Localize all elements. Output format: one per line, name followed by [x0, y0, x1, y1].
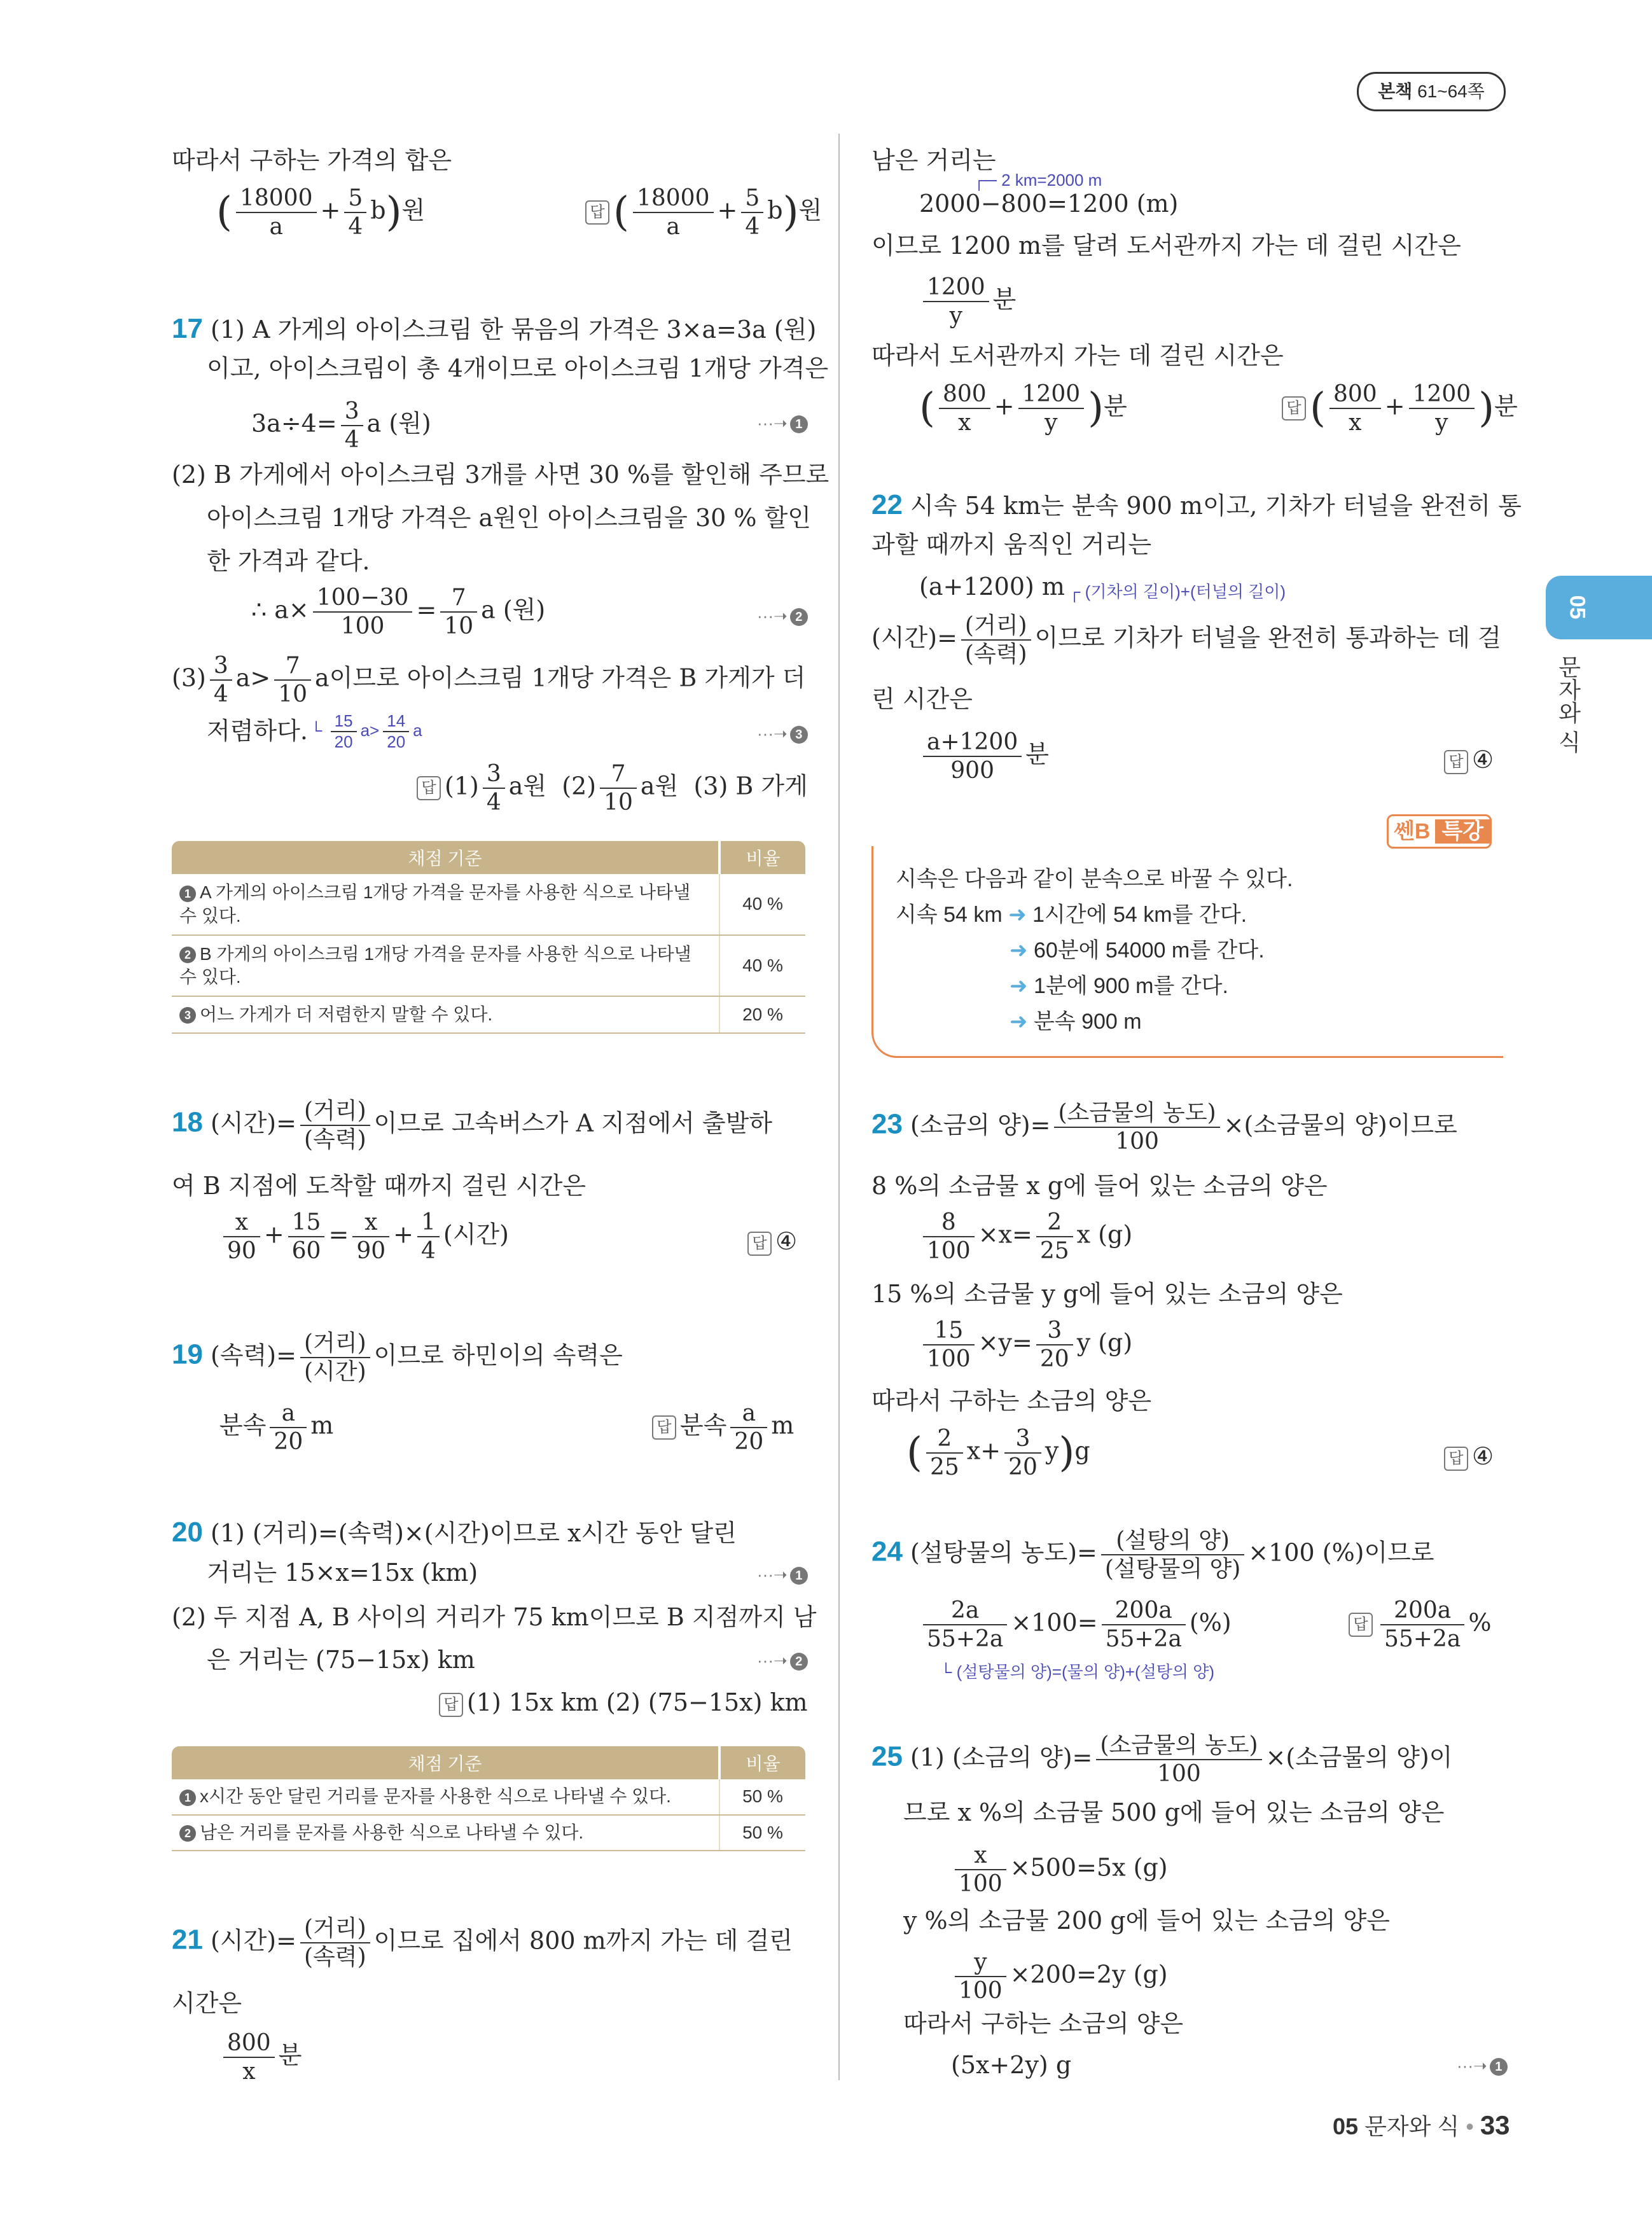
tip-label: 특강 [1435, 819, 1490, 844]
q18-line2: 여 B 지점에 도착할 때까지 걸린 시간은 [172, 1172, 587, 1200]
q21c-note: ┌─ 2 km=2000 m [973, 170, 1102, 190]
intro-text: 따라서 구하는 가격의 합은 [172, 146, 452, 174]
q17-p2-line1: (2) B 가게에서 아이스크림 3개를 사면 30 %를 할인해 주므로 [172, 461, 829, 489]
table-row: 2 B 가게의 아이스크림 1개당 가격을 문자를 사용한 식으로 나타낼 수 있다. 40 % [172, 935, 805, 996]
answer-icon: 답 [747, 1232, 772, 1256]
table-row: 3 어느 가게가 더 저렴한지 말할 수 있다. 20 % [172, 996, 805, 1033]
q21c-eq: 2000−800=1200 (m) [919, 190, 1179, 218]
tip-line5: ➜ 분속 900 m [1010, 1010, 1142, 1034]
table-header-ratio: 비율 [719, 841, 805, 874]
q25-line4: 따라서 구하는 소금의 양은 [903, 2010, 1184, 2038]
q17-line2: 이고, 아이스크림이 총 4개이므로 아이스크림 1개당 가격은 [207, 354, 829, 382]
q21-line1: 21 (시간)= $\frac{\text{(거리)}}{\text{(속력)}}$ 이므로 집에서 800 m까지 가는 데 걸린 [172, 1915, 793, 1971]
q17-p2-line2: 아이스크림 1개당 가격은 a원인 아이스크림을 30 % 할인 [207, 504, 812, 532]
answer-icon: 답 [1282, 396, 1306, 420]
q19-line1: 19 (속력)= $\frac{\text{(거리)}}{\text{(시간)}}$ 이므로 하민이의 속력은 [172, 1330, 623, 1386]
q21c-line2: 이므로 1200 m를 달려 도서관까지 가는 데 걸린 시간은 [871, 232, 1461, 260]
question-number-17: 17 [172, 313, 203, 344]
q21c-line1: 남은 거리는 [871, 146, 996, 174]
q19-answer: 답 분속 $\frac{a}{20}$ m [652, 1400, 794, 1456]
answer-icon: 답 [1444, 750, 1468, 774]
q22-answer: 답 ④ [1444, 744, 1494, 775]
table-header-ratio: 비율 [719, 1746, 805, 1779]
q17-p3-line1: (3) $\frac{3}{4}$ a> $\frac{7}{10}$ a이므로 아이스크림 1개당 가격은 B 가게가 더 [172, 653, 806, 708]
arrow-icon: ➜ [1010, 1010, 1028, 1034]
q23-eq2: $\frac{15}{100}$ ×y= $\frac{3}{20}$ y (g) [919, 1317, 1132, 1373]
q17-eq2: ∴ a× $\frac{100-30}{100}$ = $\frac{7}{10}$ a (원) [251, 585, 546, 640]
q18-line1: 18 (시간)= $\frac{\text{(거리)}}{\text{(속력)}}$ 이므로 고속버스가 A 지점에서 출발하 [172, 1098, 773, 1153]
tip-badge [1387, 814, 1492, 849]
question-number-24: 24 [871, 1536, 903, 1567]
q23-line1: 23 (소금의 양)= $\frac{\text{(소금물의 농도)}}{100}$ ×(소금물의 양)이므로 [871, 1100, 1457, 1155]
intro-answer: 답 ( $\frac{18000}{a}$ + $\frac{5}{4}$ b)원 [585, 184, 822, 240]
answer-icon: 답 [439, 1693, 463, 1717]
badge-pages: 61~64쪽 [1417, 81, 1485, 101]
q22-line2: 과할 때까지 움직인 거리는 [871, 531, 1152, 559]
question-number-22: 22 [871, 489, 903, 520]
badge-label: 본책 [1378, 81, 1413, 101]
q21c-eq2: $\frac{1200}{y}$ 분 [919, 274, 1016, 330]
q23-answer: 답 ④ [1444, 1441, 1494, 1472]
q21c-final: ( $\frac{800}{x}$ + $\frac{1200}{y}$ )분 [919, 381, 1127, 436]
tip-line4: ➜ 1분에 900 m를 간다. [1010, 974, 1228, 998]
chapter-side-tab [1546, 576, 1652, 639]
footer-chapter-title: 문자와 식 [1364, 2113, 1460, 2139]
q22-eq2: $\frac{a+1200}{900}$ 분 [919, 728, 1049, 784]
question-number-19: 19 [172, 1338, 203, 1370]
q17-p3-note: └ $\frac{15}{20}$ a> $\frac{14}{20}$ a [310, 711, 422, 752]
q22-line3: (시간)= $\frac{\text{(거리)}}{\text{(속력)}}$ 이므로 기차가 터널을 완전히 통과하는 데 걸 [871, 613, 1501, 668]
q22-eq: (a+1200) m [919, 573, 1065, 601]
q25-line1: 25 (1) (소금의 양)= $\frac{\text{(소금물의 농도)}}{100}$ ×(소금물의 양)이 [871, 1732, 1453, 1788]
q25-line3: y %의 소금물 200 g에 들어 있는 소금의 양은 [903, 1907, 1390, 1935]
score-mark-3: ···➝ 3 [757, 724, 808, 744]
question-number-21: 21 [172, 1924, 203, 1956]
scoring-table-17 [172, 841, 805, 1034]
question-number-20: 20 [172, 1517, 203, 1548]
q25-eq1: $\frac{x}{100}$ ×500=5x (g) [951, 1842, 1168, 1898]
q17-answer: 답 (1) $\frac{3}{4}$ a원 (2) $\frac{7}{10}$ a원 (3) B 가게 [417, 760, 808, 816]
q21-line2: 시간은 [172, 1989, 242, 2017]
q24-answer: 답 $\frac{200a}{55+2a}$ % [1349, 1597, 1491, 1653]
q17-line1: 17 (1) A 가게의 아이스크림 한 묶음의 가격은 3×a=3a (원) [172, 313, 817, 344]
side-tab-title: 문자와 식 [1555, 655, 1581, 754]
answer-icon: 답 [585, 200, 609, 225]
column-divider [838, 134, 840, 2080]
q21-answer: 답 ( $\frac{800}{x}$ + $\frac{1200}{y}$ )분 [1282, 380, 1518, 436]
q21-eq: $\frac{800}{x}$ 분 [219, 2029, 302, 2085]
q22-line1: 22 시속 54 km는 분속 900 m이고, 기차가 터널을 완전히 통 [871, 489, 1522, 520]
answer-icon: 답 [417, 776, 441, 800]
q25-eq2: $\frac{y}{100}$ ×200=2y (g) [951, 1949, 1168, 2005]
tip-line2: 시속 54 km ➜ 1시간에 54 km를 간다. [896, 903, 1247, 927]
q17-eq1: 3a÷4= $\frac{3}{4}$ a (원) [251, 398, 431, 454]
answer-icon: 답 [1349, 1613, 1373, 1637]
q23-eq1: $\frac{8}{100}$ ×x= $\frac{2}{25}$ x (g) [919, 1209, 1132, 1265]
q17-p2-line3: 한 가격과 같다. [207, 547, 370, 575]
question-number-25: 25 [871, 1741, 903, 1772]
page-footer: 05 문자와 식 • 33 [1333, 2110, 1510, 2140]
table-row: 1 x시간 동안 달린 거리를 문자를 사용한 식으로 나타낼 수 있다. 50 % [172, 1779, 805, 1815]
q20-p2-line1: (2) 두 지점 A, B 사이의 거리가 75 km이므로 B 지점까지 남 [172, 1603, 817, 1631]
q22-line4: 린 시간은 [871, 685, 973, 713]
score-mark-2: ···➝ 2 [757, 1651, 808, 1671]
q22-note: ┌ (기차의 길이)+(터널의 길이) [1069, 582, 1286, 601]
arrow-icon: ➜ [1010, 974, 1028, 998]
q20-line1: 20 (1) (거리)=(속력)×(시간)이므로 x시간 동안 달린 [172, 1517, 737, 1548]
q25-eq3: (5x+2y) g [951, 2051, 1072, 2079]
q25-line2: 므로 x %의 소금물 500 g에 들어 있는 소금의 양은 [903, 1798, 1445, 1826]
side-tab-number: 05 [1565, 595, 1590, 620]
page-number: 33 [1480, 2110, 1510, 2140]
question-number-18: 18 [172, 1106, 203, 1138]
q20-answer: 답 (1) 15x km (2) (75−15x) km [439, 1687, 808, 1718]
tip-brand: 쎈B [1389, 819, 1435, 844]
arrow-icon: ➜ [1010, 938, 1028, 963]
footer-chapter-number: 05 [1333, 2113, 1359, 2139]
q17-p3-line2: 저렴하다. [207, 717, 308, 745]
table-row: 2 남은 거리를 문자를 사용한 식으로 나타낼 수 있다. 50 % [172, 1815, 805, 1851]
tip-line1: 시속은 다음과 같이 분속으로 바꿀 수 있다. [896, 867, 1293, 891]
q24-note: └ (설탕물의 양)=(물의 양)+(설탕의 양) [940, 1662, 1215, 1681]
score-mark-1: ···➝ 1 [1457, 2056, 1508, 2076]
answer-icon: 답 [652, 1415, 676, 1440]
q19-eq: 분속 $\frac{a}{20}$ m [219, 1400, 334, 1456]
tip-line3: ➜ 60분에 54000 m를 간다. [1010, 938, 1265, 963]
q18-eq: $\frac{x}{90}$ + $\frac{15}{60}$ = $\frac{x}{90}$ + $\frac{1}{4}$ (시간) [219, 1209, 509, 1265]
score-mark-2: ···➝ 2 [757, 606, 808, 626]
q18-answer: 답 ④ [747, 1226, 797, 1257]
q20-line2: 거리는 15×x=15x (km) [207, 1559, 478, 1587]
score-mark-1: ···➝ 1 [757, 1565, 808, 1585]
q23-line2: 8 %의 소금물 x g에 들어 있는 소금의 양은 [871, 1172, 1328, 1200]
q23-line3: 15 %의 소금물 y g에 들어 있는 소금의 양은 [871, 1280, 1343, 1308]
score-mark-1: ···➝ 1 [757, 414, 808, 433]
q20-p2-line2: 은 거리는 (75−15x) km [207, 1646, 475, 1674]
q23-final: ( $\frac{2}{25}$ x+ $\frac{3}{20}$ y)g [906, 1426, 1090, 1481]
q24-eq: $\frac{2a}{55+2a}$ ×100= $\frac{200a}{55+2a}$ (%) [919, 1597, 1232, 1653]
arrow-icon: ➜ [1008, 903, 1027, 927]
scoring-table-20 [172, 1746, 805, 1851]
table-header-criteria: 채점 기준 [172, 841, 719, 874]
question-number-23: 23 [871, 1108, 903, 1140]
page-range-badge [1357, 72, 1506, 111]
q24-line1: 24 (설탕물의 농도)= $\frac{\text{(설탕의 양)}}{\text{(설탕물의 양)}}$ ×100 (%)이므로 [871, 1527, 1434, 1583]
table-row: 1 A 가게의 아이스크림 1개당 가격을 문자를 사용한 식으로 나타낼 수 있다. 40 % [172, 874, 805, 935]
q21c-line3: 따라서 도서관까지 가는 데 걸린 시간은 [871, 342, 1284, 370]
q23-line4: 따라서 구하는 소금의 양은 [871, 1387, 1152, 1415]
table-header-criteria: 채점 기준 [172, 1746, 719, 1779]
answer-icon: 답 [1444, 1447, 1468, 1471]
intro-expression: ( $\frac{18000}{a}$ + $\frac{5}{4}$ b)원 [216, 185, 426, 240]
